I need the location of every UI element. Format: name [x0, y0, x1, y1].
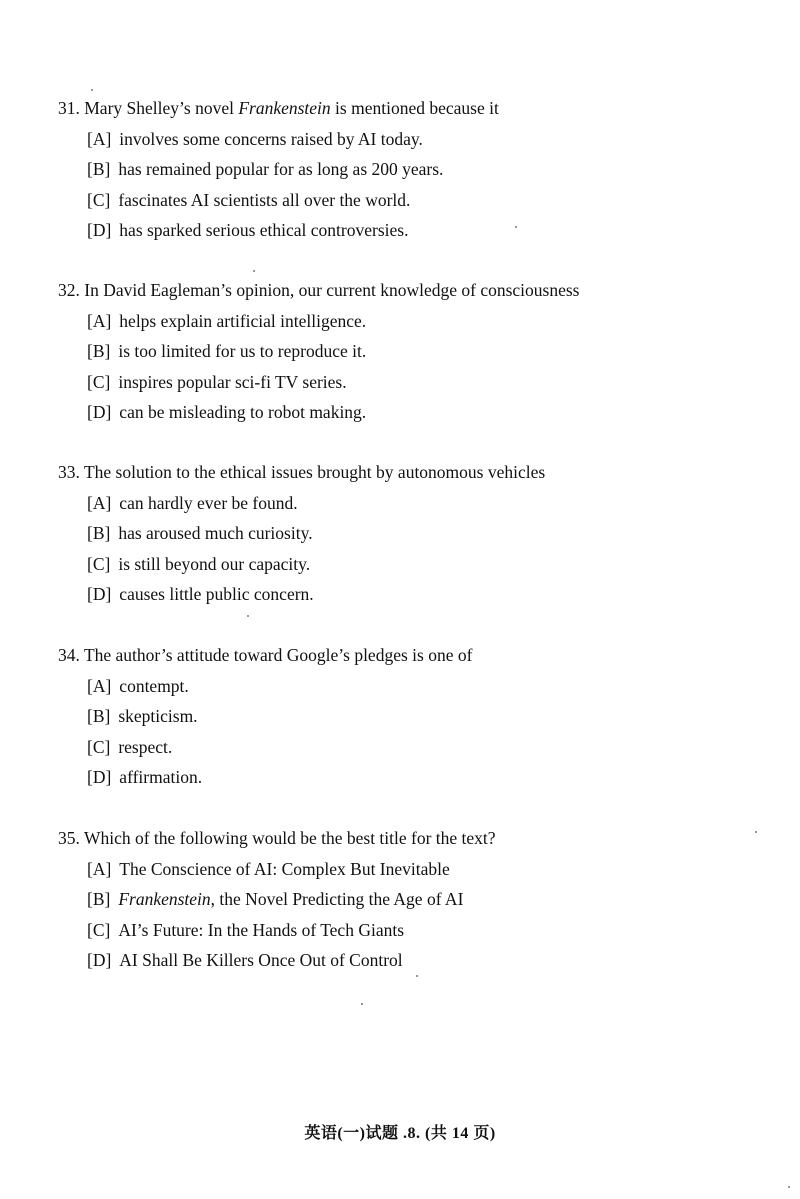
- question-33: [58, 460, 758, 613]
- option-c[interactable]: [58, 552, 758, 583]
- option-a[interactable]: [58, 491, 758, 522]
- stem-text: In David Eagleman’s opinion, our current knowledge of consciousness: [84, 280, 580, 300]
- option-text: fascinates AI scientists all over the world.: [118, 189, 411, 210]
- option-text: is still beyond our capacity.: [118, 553, 311, 574]
- option-text: The Conscience of AI: Complex But Inevitable: [119, 858, 450, 879]
- option-c[interactable]: [58, 918, 758, 949]
- option-label: [C]: [87, 919, 111, 940]
- option-label: [B]: [87, 889, 111, 909]
- option-text: inspires popular sci-fi TV series.: [118, 371, 347, 392]
- option-d[interactable]: [58, 582, 758, 613]
- question-stem: [58, 460, 758, 484]
- scan-speck: [788, 1186, 790, 1188]
- scan-speck: [361, 1003, 363, 1005]
- option-label: [C]: [87, 371, 111, 392]
- option-label: [B]: [87, 159, 111, 179]
- option-c[interactable]: [58, 735, 758, 766]
- option-text: AI’s Future: In the Hands of Tech Giants: [118, 919, 405, 940]
- option-text: can be misleading to robot making.: [119, 402, 367, 422]
- question-32: [58, 278, 758, 431]
- scan-speck: [515, 226, 517, 228]
- option-label: [B]: [87, 341, 111, 361]
- option-text: causes little public concern.: [119, 584, 314, 604]
- question-34: [58, 643, 758, 796]
- option-text: AI Shall Be Killers Once Out of Control: [119, 950, 403, 970]
- option-label: [C]: [87, 736, 111, 757]
- option-label: [D]: [87, 584, 112, 604]
- option-text: involves some concerns raised by AI today.: [119, 128, 423, 149]
- option-c[interactable]: [58, 370, 758, 401]
- option-b[interactable]: [58, 339, 758, 370]
- option-label: [D]: [87, 950, 112, 970]
- scan-speck: [247, 615, 249, 617]
- option-d[interactable]: [58, 218, 758, 249]
- question-31: [58, 96, 758, 249]
- option-label: [A]: [87, 128, 112, 149]
- option-label: [D]: [87, 767, 112, 787]
- question-35: [58, 826, 758, 979]
- option-text: skepticism.: [118, 706, 198, 726]
- option-label: [A]: [87, 492, 112, 513]
- option-d[interactable]: [58, 765, 758, 796]
- stem-text: The solution to the ethical issues brought by autonomous vehicles: [83, 462, 546, 482]
- option-label: [B]: [87, 706, 111, 726]
- option-text-italic-title: Frankenstein: [118, 889, 211, 909]
- option-c[interactable]: [58, 188, 758, 219]
- option-d[interactable]: [58, 948, 758, 979]
- option-label: [A]: [87, 675, 112, 696]
- option-a[interactable]: [58, 309, 758, 340]
- option-text: has sparked serious ethical controversies.: [119, 220, 409, 240]
- question-number: 31.: [58, 98, 80, 118]
- option-b[interactable]: [58, 704, 758, 735]
- option-text: is too limited for us to reproduce it.: [118, 341, 367, 361]
- page-footer: 英语(一)试题 .8. (共 14 页): [304, 1125, 496, 1142]
- scan-speck: [91, 89, 93, 91]
- option-label: [C]: [87, 553, 111, 574]
- option-b[interactable]: [58, 521, 758, 552]
- option-d[interactable]: [58, 400, 758, 431]
- option-b[interactable]: [58, 157, 758, 188]
- stem-italic-title: Frankenstein: [238, 98, 331, 118]
- question-number: 34.: [58, 645, 80, 665]
- option-text: affirmation.: [119, 767, 203, 787]
- question-stem: [58, 643, 758, 667]
- option-label: [A]: [87, 310, 112, 331]
- question-number: 35.: [58, 828, 80, 848]
- option-text: contempt.: [119, 675, 189, 696]
- question-number: 33.: [58, 462, 80, 482]
- option-text: has aroused much curiosity.: [118, 523, 313, 543]
- question-stem: [58, 278, 758, 302]
- scan-speck: [416, 975, 418, 977]
- option-a[interactable]: [58, 127, 758, 158]
- question-number: 32.: [58, 280, 80, 300]
- question-stem: [58, 96, 758, 120]
- option-text: has remained popular for as long as 200 years.: [118, 159, 444, 179]
- question-stem: [58, 826, 758, 850]
- option-label: [A]: [87, 858, 112, 879]
- option-a[interactable]: [58, 674, 758, 705]
- stem-text: Which of the following would be the best title for the text?: [83, 828, 496, 848]
- option-text: helps explain artificial intelligence.: [119, 310, 367, 331]
- stem-text: Mary Shelley’s novel: [84, 98, 239, 118]
- stem-text: The author’s attitude toward Google’s pledges is one of: [83, 645, 473, 665]
- option-text: respect.: [118, 736, 173, 757]
- option-b[interactable]: [58, 887, 758, 918]
- option-label: [B]: [87, 523, 111, 543]
- option-label: [D]: [87, 220, 112, 240]
- option-label: [D]: [87, 402, 112, 422]
- option-label: [C]: [87, 189, 111, 210]
- option-text: , the Novel Predicting the Age of AI: [210, 889, 464, 909]
- stem-text-rest: is mentioned because it: [330, 98, 499, 118]
- scan-speck: [755, 831, 757, 833]
- option-text: can hardly ever be found.: [119, 492, 298, 513]
- scan-speck: [253, 270, 255, 272]
- option-a[interactable]: [58, 857, 758, 888]
